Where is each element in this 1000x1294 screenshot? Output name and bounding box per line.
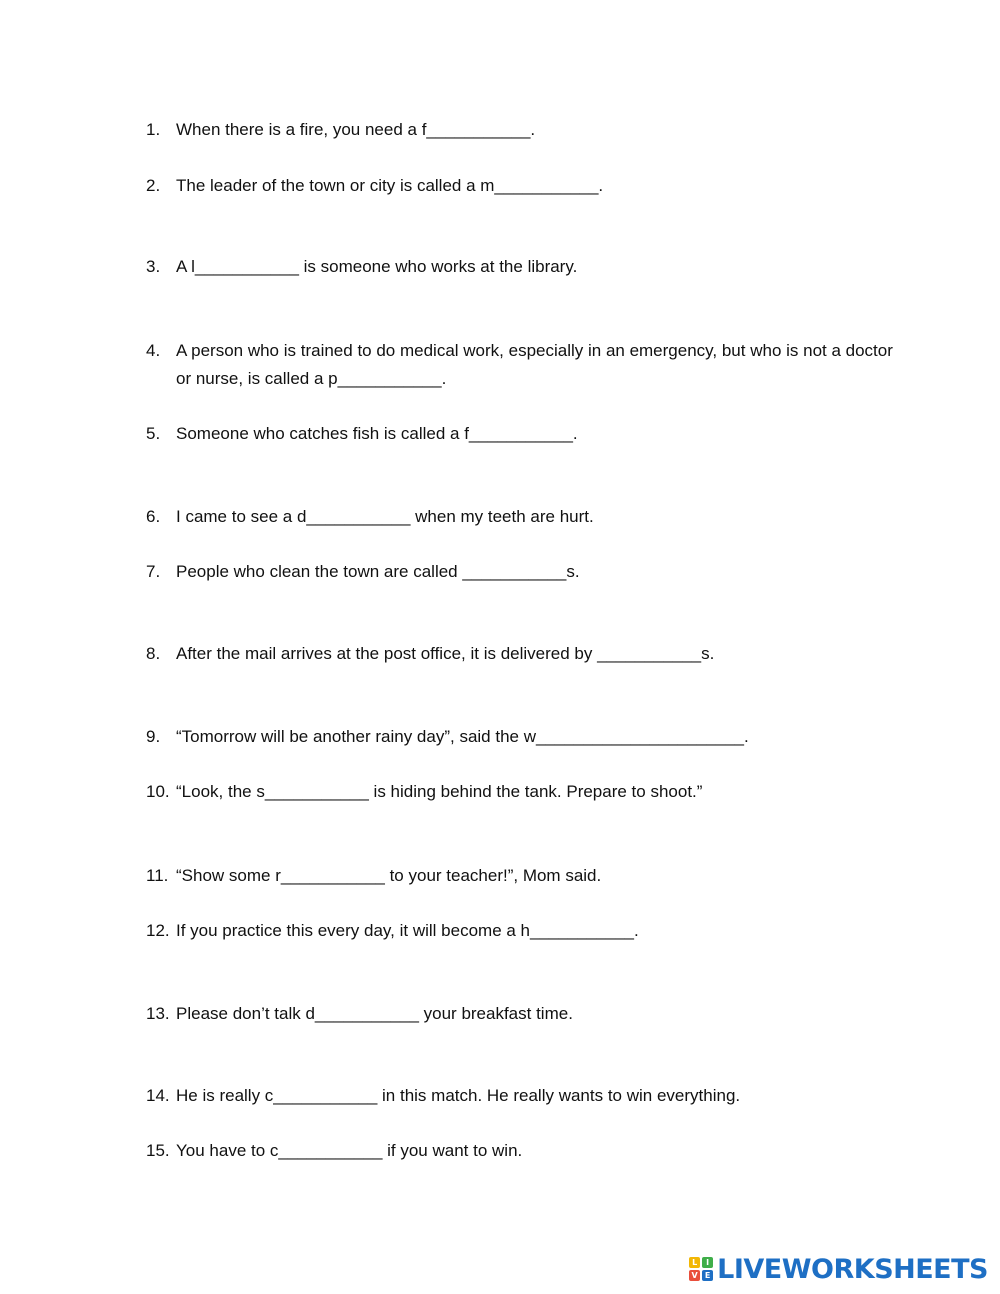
question-11: [146, 862, 906, 890]
question-number: 13.: [146, 1004, 170, 1023]
question-text: He is really c___________ in this match. He really wants to win everything.: [176, 1086, 741, 1105]
question-3: [146, 253, 906, 281]
question-1: [146, 116, 906, 144]
question-text: “Show some r___________ to your teacher!”, Mom said.: [176, 866, 602, 885]
question-4: [146, 337, 906, 393]
question-7: [146, 558, 906, 586]
question-number: 6.: [146, 507, 161, 526]
question-8: [146, 640, 906, 668]
question-10: [146, 778, 906, 806]
logo-tile-v: V: [689, 1270, 700, 1281]
question-text: People who clean the town are called ___________s.: [176, 562, 580, 581]
question-number: 10.: [146, 782, 170, 801]
question-text: “Tomorrow will be another rainy day”, said the w______________________.: [176, 727, 749, 746]
logo-tile-i: I: [702, 1257, 713, 1268]
question-9: [146, 723, 906, 751]
question-number: 4.: [146, 341, 161, 360]
question-13: [146, 1000, 906, 1028]
logo-tile-l: L: [689, 1257, 700, 1268]
question-number: 9.: [146, 727, 161, 746]
question-number: 7.: [146, 562, 161, 581]
liveworksheets-logo: [689, 1253, 988, 1285]
logo-wordmark: LIVEWORKSHEETS: [717, 1253, 988, 1285]
question-number: 8.: [146, 644, 161, 663]
question-text: A l___________ is someone who works at the library.: [176, 257, 578, 276]
question-number: 15.: [146, 1141, 170, 1160]
liveworksheets-logo-icon: [689, 1257, 713, 1281]
question-text: After the mail arrives at the post office, it is delivered by ___________s.: [176, 644, 715, 663]
question-number: 2.: [146, 176, 161, 195]
question-15: [146, 1137, 906, 1165]
question-6: [146, 503, 906, 531]
question-text: The leader of the town or city is called a m___________.: [176, 176, 604, 195]
logo-tile-e: E: [702, 1270, 713, 1281]
question-number: 1.: [146, 120, 161, 139]
question-text: If you practice this every day, it will become a h___________.: [176, 921, 639, 940]
question-text: Someone who catches fish is called a f___________.: [176, 424, 578, 443]
question-5: [146, 420, 906, 448]
question-text: “Look, the s___________ is hiding behind the tank. Prepare to shoot.”: [176, 782, 703, 801]
question-number: 3.: [146, 257, 161, 276]
question-text: You have to c___________ if you want to win.: [176, 1141, 523, 1160]
question-number: 11.: [146, 866, 169, 885]
question-number: 5.: [146, 424, 161, 443]
question-2: [146, 172, 906, 200]
question-text: Please don’t talk d___________ your breakfast time.: [176, 1004, 573, 1023]
question-14: [146, 1082, 906, 1110]
question-text: When there is a fire, you need a f___________.: [176, 120, 536, 139]
question-text: I came to see a d___________ when my teeth are hurt.: [176, 507, 594, 526]
question-text: A person who is trained to do medical work, especially in an emergency, but who is not a doctor or nurse, is called a p___________.: [176, 341, 893, 388]
question-number: 12.: [146, 921, 170, 940]
question-number: 14.: [146, 1086, 170, 1105]
question-12: [146, 917, 906, 945]
